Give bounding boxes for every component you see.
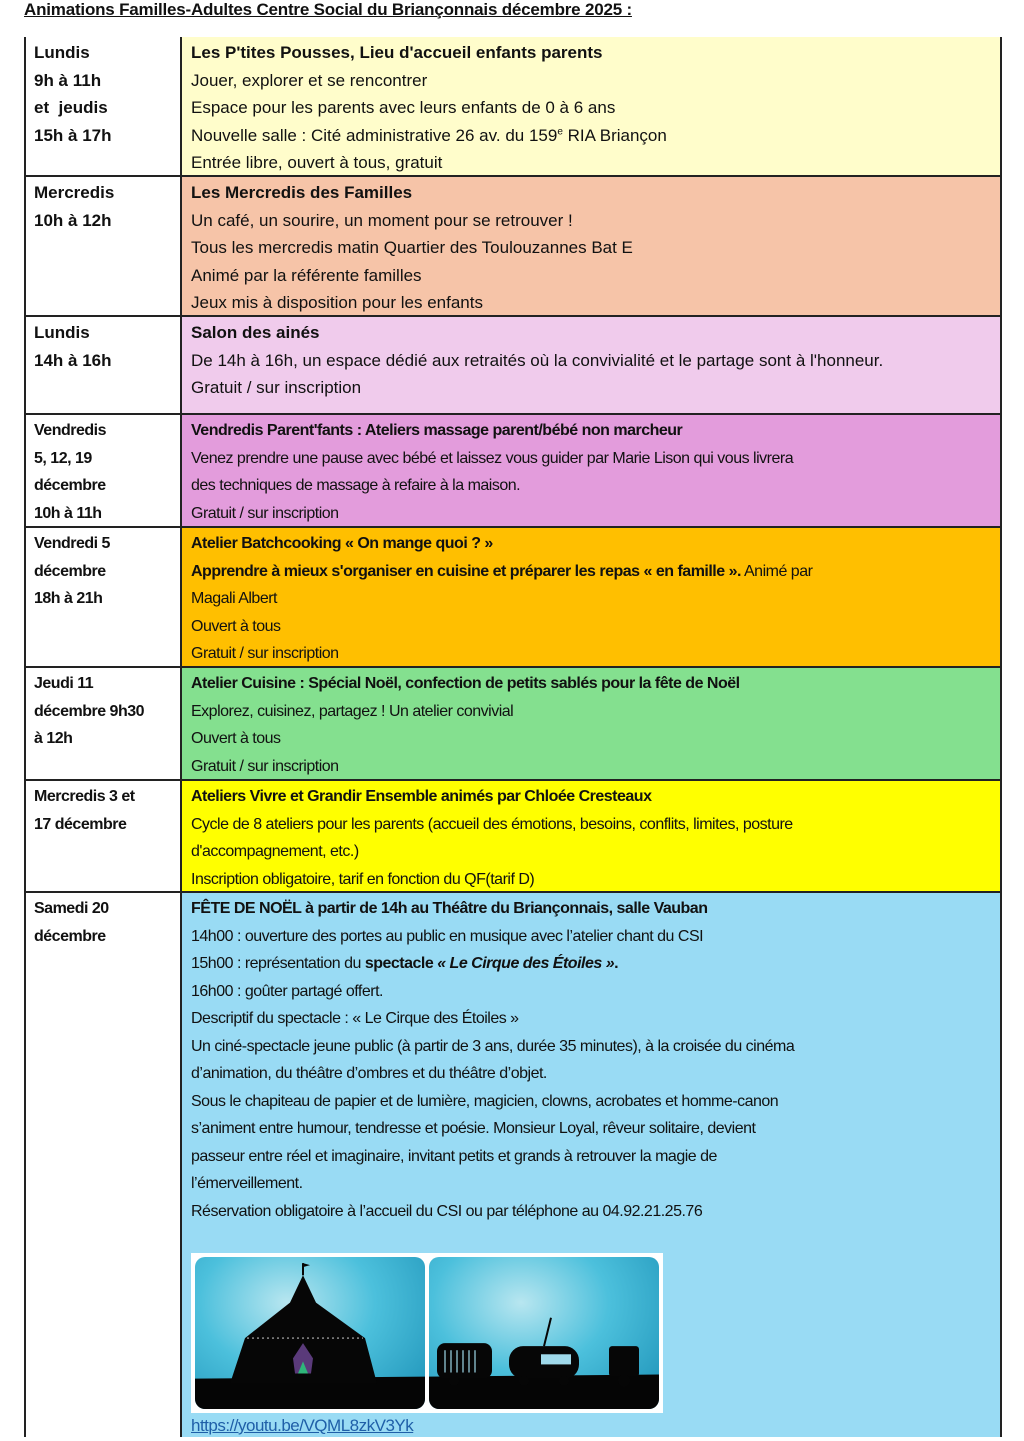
detail-line: Explorez, cuisinez, partagez ! Un atelier convivial: [191, 702, 514, 720]
detail-line: Un ciné-spectacle jeune public (à partir de 3 ans, durée 35 minutes), à la croisée du cinéma: [191, 1037, 795, 1055]
schedule-row: [26, 668, 1000, 781]
text-bold: spectacle: [364, 955, 438, 972]
detail-line: [191, 950, 992, 978]
schedule-row: [26, 893, 1000, 1437]
activity-title: Vendredis Parent'fants : Ateliers massage parent/bébé non marcheur: [191, 422, 683, 439]
schedule-details: [182, 668, 1000, 779]
when-line: 5, 12, 19: [34, 449, 92, 467]
activity-title: Les Mercredis des Familles: [191, 183, 413, 202]
detail-line: Ouvert à tous: [191, 730, 281, 747]
detail-line: 14h00 : ouverture des portes au public en musique avec l’atelier chant du CSI: [191, 927, 704, 945]
activity-title: Atelier Batchcooking « On mange quoi ? »: [191, 535, 493, 552]
when-line: 9h à 11h: [34, 70, 102, 90]
circus-caravan-icon: [429, 1257, 659, 1409]
detail-line: Jeux mis à disposition pour les enfants: [191, 293, 483, 312]
detail-line: l’émerveillement.: [191, 1175, 303, 1192]
detail-line: Animé par la référente familles: [191, 265, 422, 285]
when-line: Samedi 20: [34, 900, 109, 917]
schedule-row: [26, 37, 1000, 177]
detail-line: Un café, un sourire, un moment pour se retrouver !: [191, 210, 573, 230]
when-line: et jeudis: [34, 98, 108, 117]
schedule-when: [26, 317, 182, 413]
schedule-details: [182, 37, 1000, 175]
detail-line: Tous les mercredis matin Quartier des Toulouzannes Bat E: [191, 238, 633, 257]
detail-line: Gratuit / sur inscription: [191, 504, 339, 522]
schedule-details: [182, 317, 1000, 413]
activity-title: FÊTE DE NOËL à partir de 14h au Théâtre du Briançonnais, salle Vauban: [191, 900, 708, 917]
schedule-row: [26, 177, 1000, 317]
when-line: 17 décembre: [34, 815, 127, 833]
circus-tent-icon: [195, 1257, 425, 1409]
when-line: Lundis: [34, 43, 90, 62]
schedule-row: [26, 317, 1000, 415]
when-line: 14h à 16h: [34, 350, 112, 370]
text-pre: 15h00 : représentation du: [191, 955, 365, 972]
when-line: à 12h: [34, 730, 73, 747]
circus-tent-image: [195, 1257, 425, 1409]
when-line: 10h à 12h: [34, 210, 112, 230]
schedule-row: [26, 415, 1000, 528]
schedule-table: [24, 37, 1002, 1437]
detail-line: Gratuit / sur inscription: [191, 378, 362, 397]
detail-line: Magali Albert: [191, 590, 277, 607]
schedule-details: [182, 528, 1000, 666]
video-link[interactable]: https://youtu.be/VQML8zkV3Yk: [191, 1416, 414, 1435]
bold-description: Apprendre à mieux s'organiser en cuisine et préparer les repas « en famille ».: [191, 562, 741, 580]
detail-line: Gratuit / sur inscription: [191, 757, 339, 775]
circus-caravan-image: [429, 1257, 659, 1409]
detail-line: des techniques de massage à refaire à la maison.: [191, 477, 521, 494]
schedule-when: [26, 781, 182, 891]
when-line: Lundis: [34, 323, 90, 342]
show-images: [191, 1253, 663, 1413]
detail-line: s’animent entre humour, tendresse et poésie. Monsieur Loyal, rêveur solitaire, devient: [191, 1120, 756, 1137]
detail-line: 16h00 : goûter partagé offert.: [191, 982, 383, 1000]
detail-line: d'accompagnement, etc.): [191, 843, 359, 860]
when-line: décembre: [34, 477, 106, 494]
detail-line: Venez prendre une pause avec bébé et laissez vous guider par Marie Lison qui vous livrera: [191, 449, 794, 467]
detail-line: Gratuit / sur inscription: [191, 645, 339, 662]
activity-title: Les P'tites Pousses, Lieu d'accueil enfants parents: [191, 43, 603, 62]
when-line: 15h à 17h: [34, 125, 112, 145]
schedule-details: [182, 177, 1000, 315]
description-tail: Animé par: [740, 562, 813, 580]
activity-title: Ateliers Vivre et Grandir Ensemble animés par Chloée Cresteaux: [191, 788, 652, 805]
when-line: 10h à 11h: [34, 504, 102, 522]
schedule-when: [26, 893, 182, 1437]
when-line: Mercredis 3 et: [34, 788, 135, 805]
detail-line: [191, 558, 992, 586]
detail-line: Descriptif du spectacle : « Le Cirque des Étoiles »: [191, 1010, 519, 1027]
document-title: Animations Familles-Adultes Centre Social du Briançonnais décembre 2025 :: [24, 0, 632, 19]
detail-line: d’animation, du théâtre d’ombres et du théâtre d’objet.: [191, 1065, 547, 1082]
detail-line: Cycle de 8 ateliers pour les parents (accueil des émotions, besoins, conflits, limites, posture: [191, 815, 793, 833]
ordinal-sup: e: [557, 125, 563, 137]
detail-line: De 14h à 16h, un espace dédié aux retraités où la convivialité et le partage sont à l'honneur.: [191, 350, 884, 370]
schedule-details: [182, 415, 1000, 526]
when-line: Jeudi 11: [34, 675, 94, 692]
when-line: décembre 9h30: [34, 702, 145, 720]
detail-line: Jouer, explorer et se rencontrer: [191, 70, 428, 90]
address-line: [191, 122, 992, 150]
detail-line: Entrée libre, ouvert à tous, gratuit: [191, 153, 443, 172]
schedule-row: [26, 781, 1000, 893]
when-line: 18h à 21h: [34, 590, 103, 607]
schedule-when: [26, 415, 182, 526]
detail-line: Inscription obligatoire, tarif en fonction du QF(tarif D): [191, 870, 535, 888]
activity-title: Atelier Cuisine : Spécial Noël, confection de petits sablés pour la fête de Noël: [191, 675, 740, 692]
schedule-details: [182, 781, 1000, 891]
schedule-when: [26, 528, 182, 666]
detail-line: Sous le chapiteau de papier et de lumière, magicien, clowns, acrobates et homme-canon: [191, 1092, 779, 1110]
detail-line: Ouvert à tous: [191, 617, 281, 635]
schedule-details: [182, 893, 1000, 1437]
schedule-row: [26, 528, 1000, 668]
detail-line: Espace pour les parents avec leurs enfants de 0 à 6 ans: [191, 98, 616, 117]
when-line: Vendredi 5: [34, 535, 110, 552]
when-line: décembre: [34, 562, 106, 580]
when-line: Vendredis: [34, 422, 106, 439]
activity-title: Salon des ainés: [191, 323, 320, 342]
show-title: « Le Cirque des Étoiles »: [437, 955, 615, 972]
schedule-when: [26, 37, 182, 175]
address-text: Nouvelle salle : Cité administrative 26 av. du 159: [191, 125, 558, 145]
schedule-when: [26, 177, 182, 315]
detail-line: passeur entre réel et imaginaire, invitant petits et grands à retrouver la magie de: [191, 1147, 717, 1165]
schedule-when: [26, 668, 182, 779]
when-line: décembre: [34, 927, 106, 945]
text-end: .: [614, 955, 619, 972]
when-line: Mercredis: [34, 183, 115, 202]
detail-line: Réservation obligatoire à l’accueil du CSI ou par téléphone au 04.92.21.25.76: [191, 1202, 703, 1220]
address-tail: RIA Briançon: [562, 125, 667, 145]
